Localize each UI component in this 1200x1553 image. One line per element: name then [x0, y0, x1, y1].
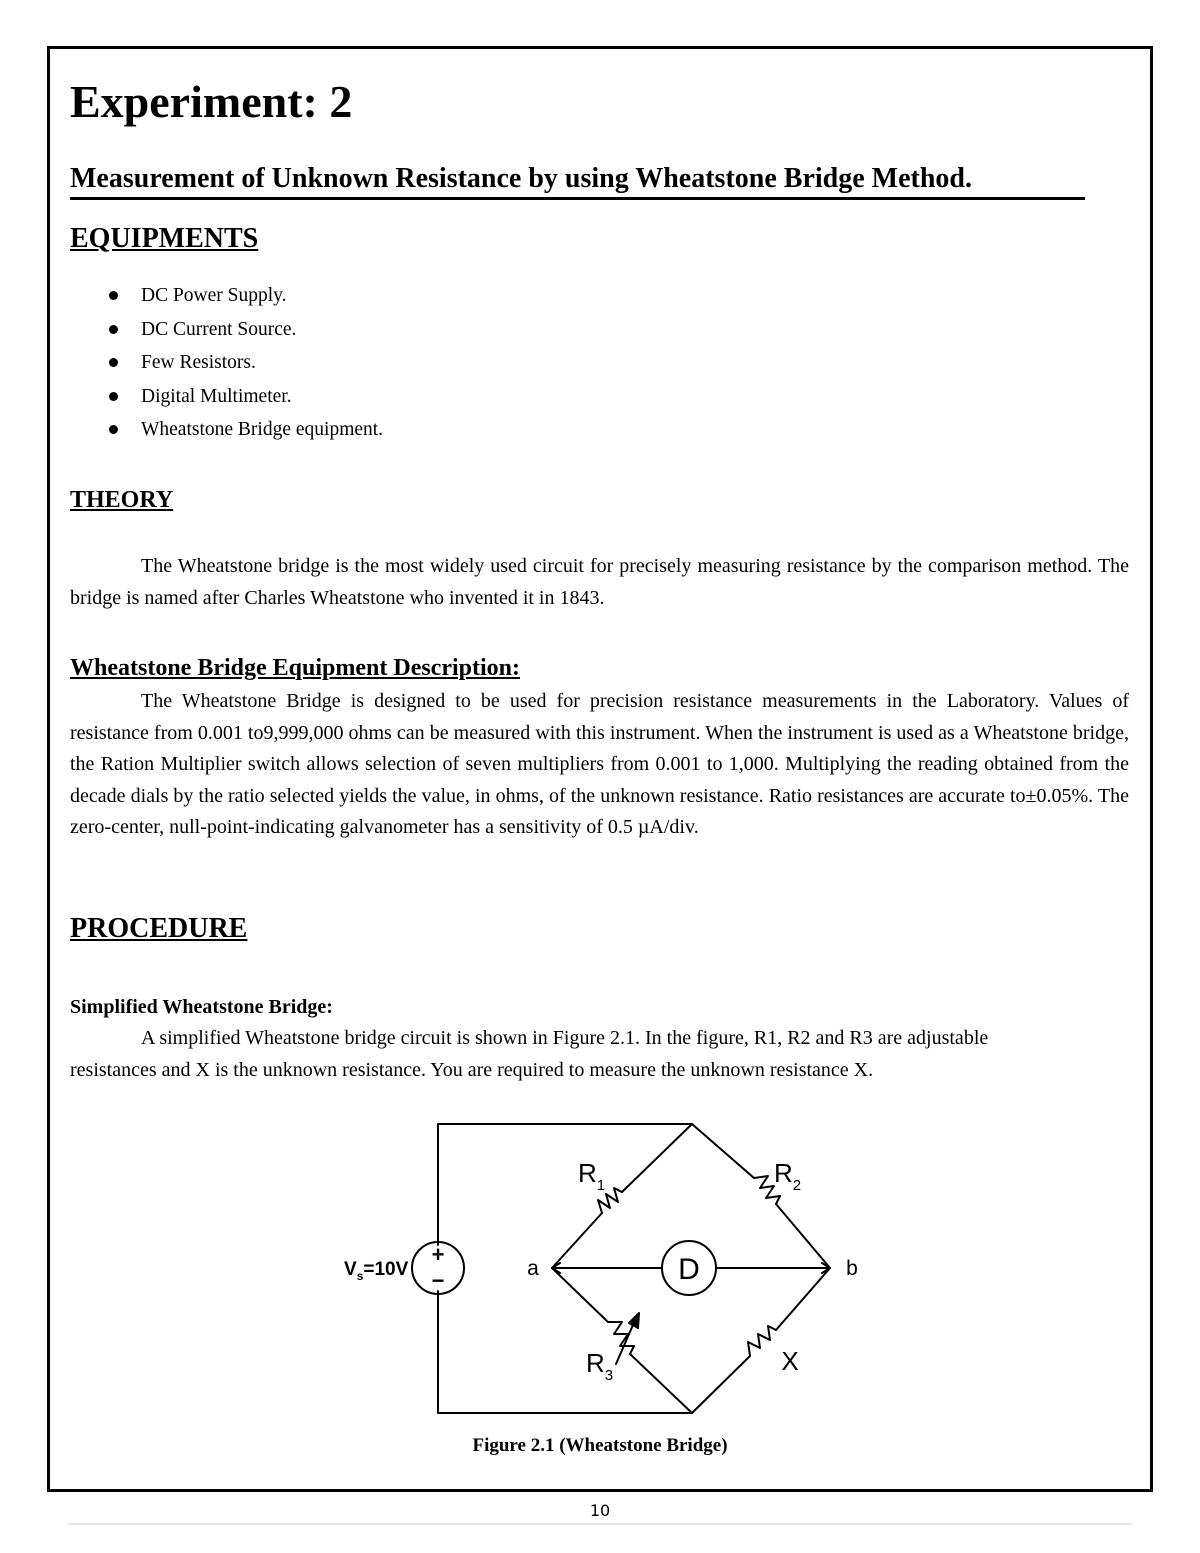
wire-x-upper [776, 1268, 830, 1330]
figure-caption: Figure 2.1 (Wheatstone Bridge) [472, 1435, 728, 1456]
bullet-icon [109, 392, 118, 401]
experiment-subtitle: Measurement of Unknown Resistance by using Wheatstone Bridge Method. [70, 163, 972, 194]
voltage-source-label: $V_s=10V$ [344, 1259, 409, 1283]
wire-top [438, 1124, 692, 1245]
wire-r1-lower [552, 1213, 602, 1268]
equipments-list [70, 281, 383, 449]
x-resistor-icon [748, 1326, 776, 1356]
r1-label: $R_1$ [578, 1158, 606, 1194]
list-item: Digital Multimeter. [70, 382, 383, 416]
page-title: Experiment: 2 [70, 76, 353, 127]
r2-label: $R_2$ [774, 1158, 802, 1194]
voltage-source-minus: − [431, 1268, 445, 1293]
procedure-heading: PROCEDURE [70, 913, 248, 944]
r3-label: $R_3$ [586, 1348, 614, 1384]
list-item: DC Power Supply. [70, 281, 383, 315]
wire-r1-upper [622, 1124, 692, 1192]
description-paragraph: The Wheatstone Bridge is designed to be used for precision resistance measurements in the Laboratory. Values of resistance from 0.001 to9,999,000 ohms can be measured with this instrument. When the instrument is used as a Wheatstone bridge, the Ration Multiplier switch allows selection of seven multipliers from 0.001 to 1,000. Multiplying the reading obtained from the decade dials by the ratio selected yields the value, in ohms, of the unknown resistance. Ratio resistances are accurate to±0.05%. The zero-center, null-point-indicating galvanometer has a sensitivity of 0.5 µA/div. [70, 690, 1129, 838]
footer-divider [68, 1523, 1132, 1525]
bullet-icon [109, 291, 118, 300]
list-item: Few Resistors. [70, 348, 383, 382]
theory-heading: THEORY [70, 487, 174, 513]
detector-label: D [678, 1253, 700, 1286]
equipments-heading: EQUIPMENTS [70, 223, 259, 254]
bullet-icon [109, 358, 118, 367]
subtitle-double-underline [70, 197, 1085, 200]
theory-paragraph: The Wheatstone bridge is the most widely used circuit for precisely measuring resistance by the comparison method. The bridge is named after Charles Wheatstone who invented it in 1843. [70, 555, 1129, 609]
wire-x-lower [692, 1356, 750, 1413]
simplified-bridge-heading: Simplified Wheatstone Bridge: [70, 996, 333, 1018]
node-b-label: b [846, 1257, 858, 1280]
x-label: X [781, 1346, 799, 1376]
list-item: Wheatstone Bridge equipment. [70, 415, 383, 449]
description-heading: Wheatstone Bridge Equipment Description: [70, 655, 520, 681]
voltage-source-plus: + [431, 1242, 445, 1267]
list-item: DC Current Source. [70, 315, 383, 349]
wire-r3-upper [552, 1268, 608, 1322]
wheatstone-bridge-diagram [340, 1118, 880, 1418]
wire-r3-lower [630, 1354, 692, 1413]
r3-arrowhead-icon [629, 1313, 639, 1328]
wire-r2-lower [776, 1204, 830, 1268]
bullet-icon [109, 325, 118, 334]
node-a-label: a [527, 1257, 539, 1280]
wire-bottom [438, 1291, 692, 1413]
bullet-icon [109, 425, 118, 434]
procedure-paragraph: A simplified Wheatstone bridge circuit is shown in Figure 2.1. In the figure, R1, R2 and R3 are adjustableresistances and X is the unknown resistance. You are required to measure the unknown resistance X. [70, 1027, 989, 1081]
r3-resistor-icon [608, 1322, 634, 1354]
page-number: 10 [589, 1501, 611, 1520]
wire-r2-upper [692, 1124, 754, 1178]
